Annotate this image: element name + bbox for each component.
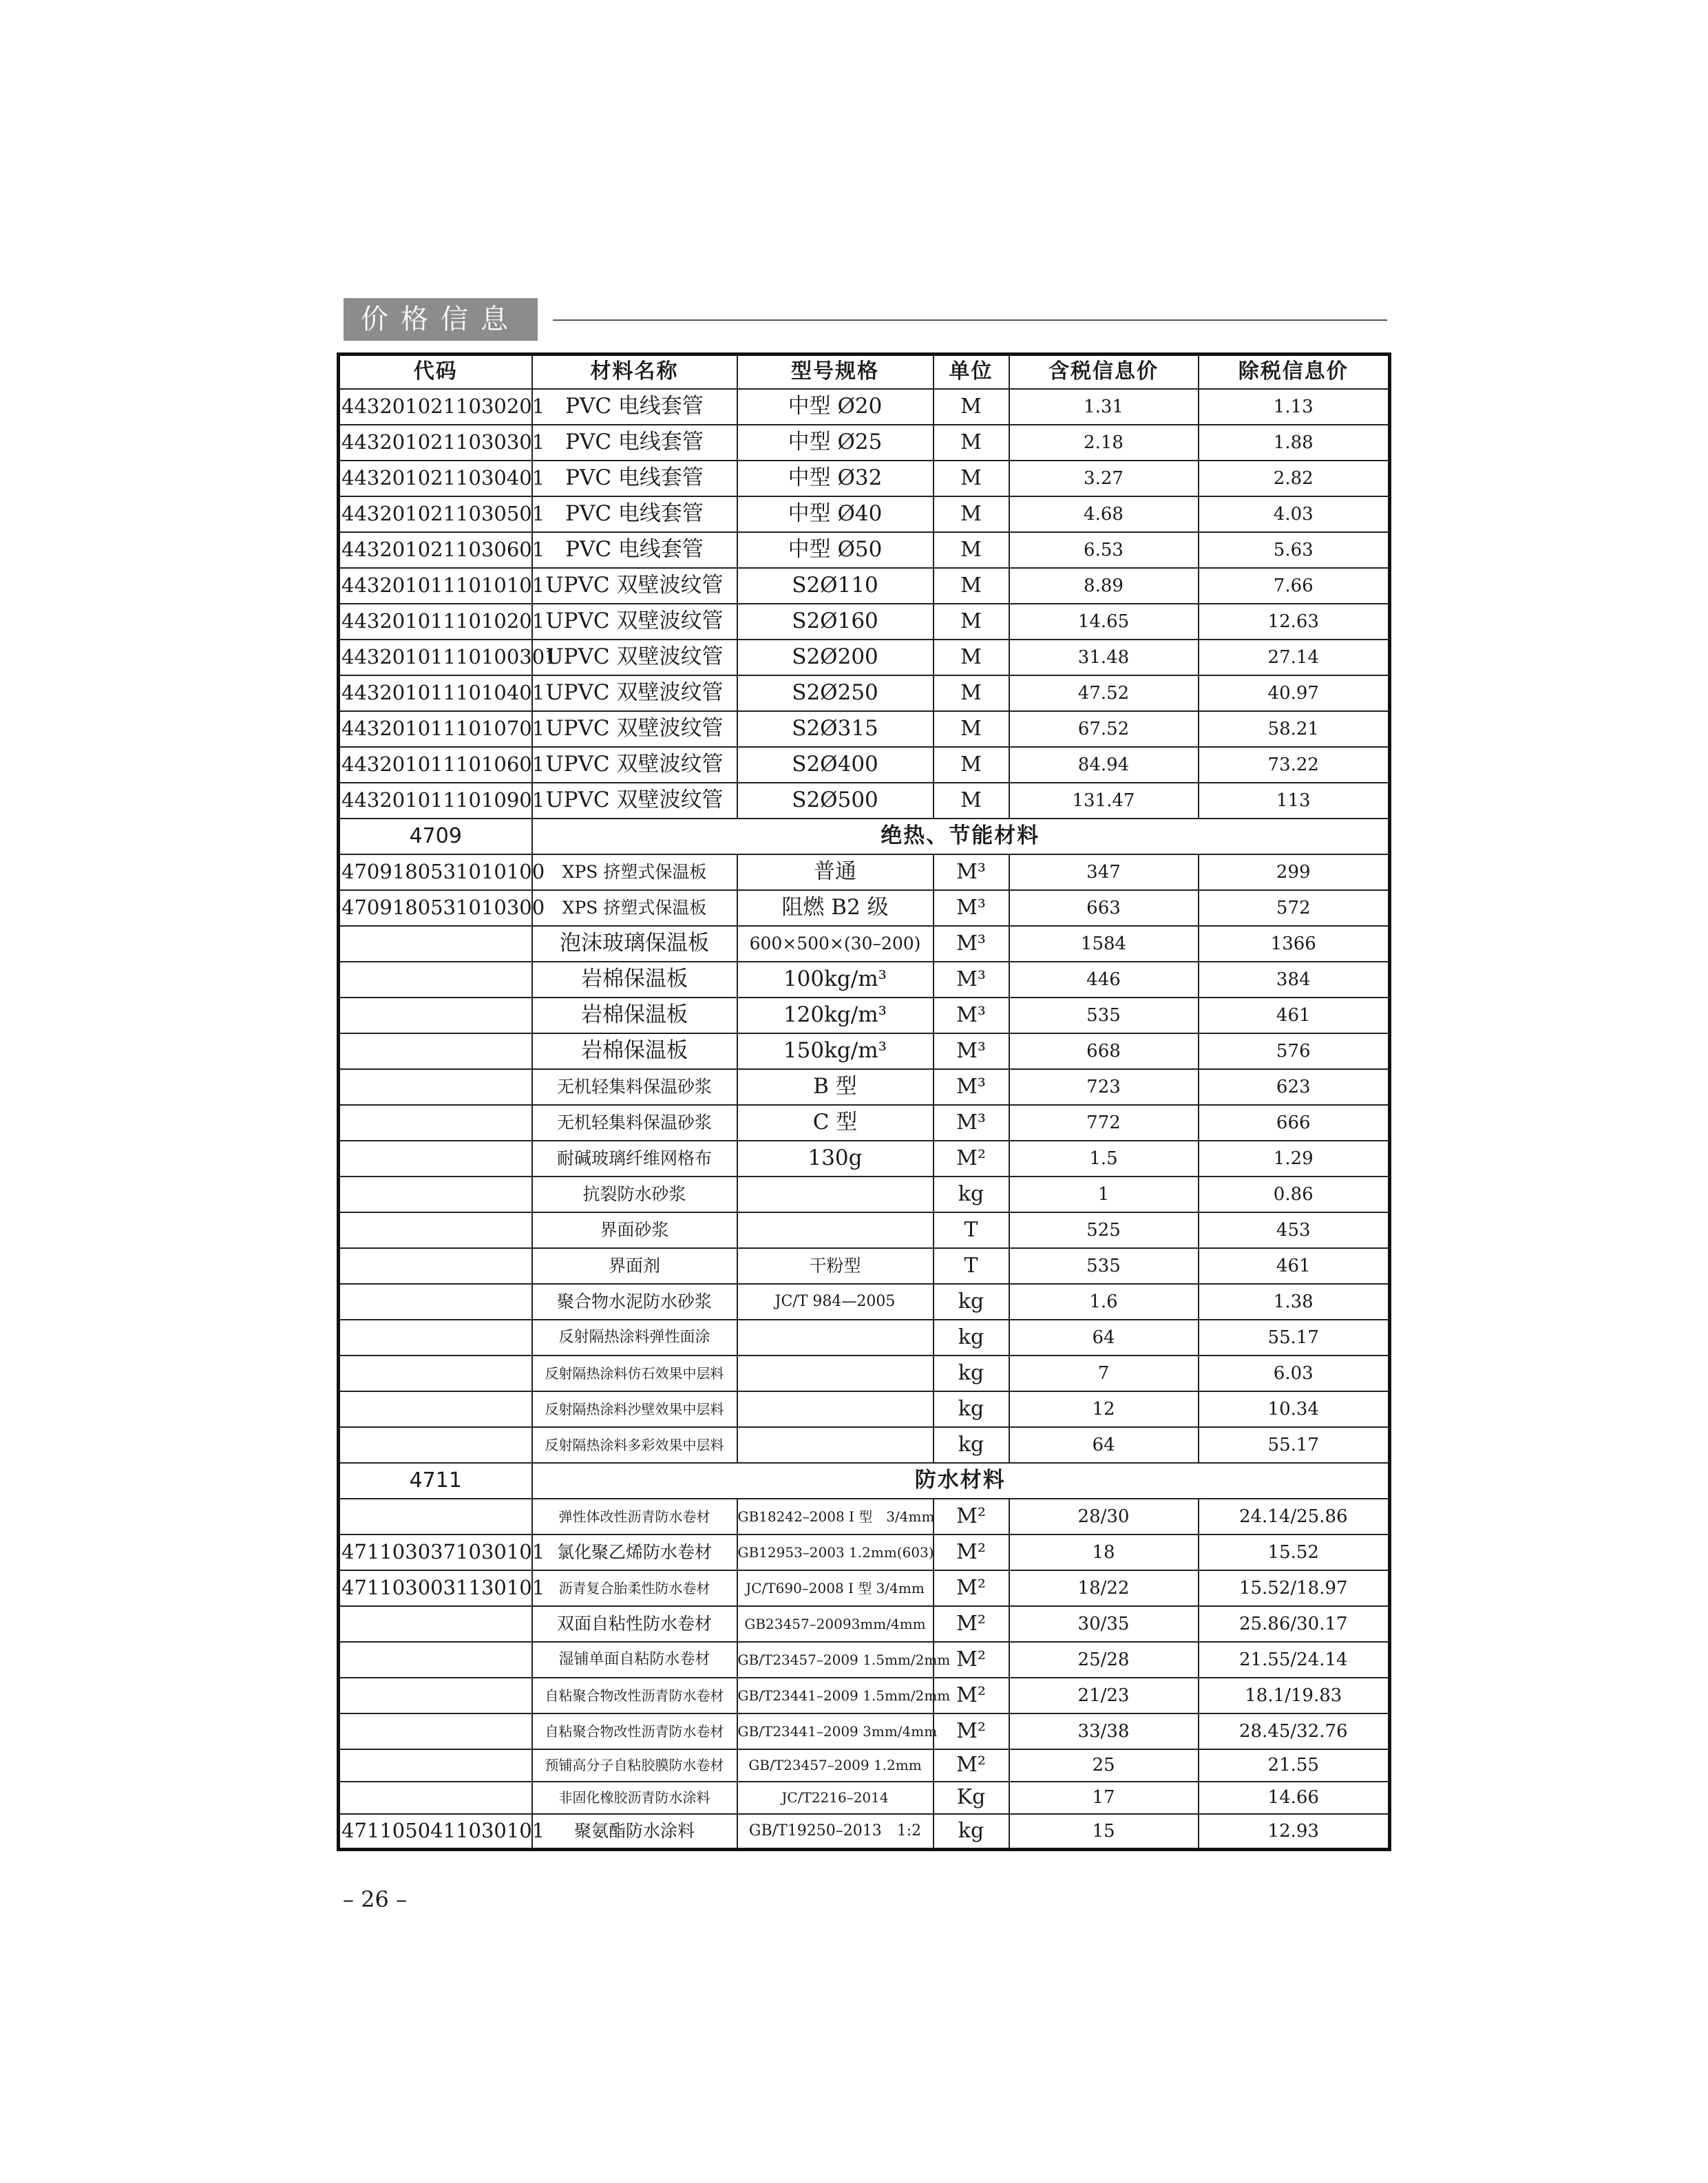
cell-price-notax: 4.03: [1199, 496, 1390, 532]
cell-unit: M: [934, 675, 1009, 711]
cell-price-tax: 1.31: [1009, 389, 1199, 425]
table-row: [339, 425, 1390, 461]
cell-unit: M³: [934, 998, 1009, 1033]
cell-spec: S2Ø315: [737, 711, 934, 747]
cell-spec: 600×500×(30–200): [737, 926, 934, 962]
cell-price-tax: 64: [1009, 1320, 1199, 1356]
cell-price-notax: 12.63: [1199, 604, 1390, 640]
cell-unit: M²: [934, 1749, 1009, 1782]
cell-unit: M²: [934, 1499, 1009, 1535]
table-row: [339, 783, 1390, 819]
cell-spec: S2Ø110: [737, 568, 934, 604]
table-row: [339, 962, 1390, 998]
group-code: 4709: [339, 819, 532, 854]
cell-name: 反射隔热涂料沙壁效果中层料: [532, 1391, 737, 1427]
cell-code: 4432010211030601: [339, 532, 532, 568]
cell-price-tax: 14.65: [1009, 604, 1199, 640]
cell-name: UPVC 双壁波纹管: [532, 675, 737, 711]
cell-price-notax: 1.13: [1199, 389, 1390, 425]
cell-code: [339, 1033, 532, 1069]
cell-price-tax: 2.18: [1009, 425, 1199, 461]
cell-price-tax: 525: [1009, 1212, 1199, 1248]
cell-spec: [737, 1212, 934, 1248]
cell-unit: M: [934, 568, 1009, 604]
cell-name: 岩棉保温板: [532, 998, 737, 1033]
cell-price-notax: 461: [1199, 1248, 1390, 1284]
cell-name: 岩棉保温板: [532, 962, 737, 998]
column-header-spec: 型号规格: [737, 355, 934, 389]
cell-unit: M: [934, 389, 1009, 425]
group-title: 防水材料: [532, 1463, 1390, 1499]
cell-code: 4432010111010401: [339, 675, 532, 711]
cell-unit: M³: [934, 1069, 1009, 1105]
cell-unit: kg: [934, 1427, 1009, 1463]
cell-unit: M²: [934, 1535, 1009, 1570]
cell-code: [339, 1320, 532, 1356]
table-row: [339, 1033, 1390, 1069]
cell-code: 4432010211030201: [339, 389, 532, 425]
cell-unit: M²: [934, 1570, 1009, 1606]
table-row: [339, 675, 1390, 711]
cell-name: XPS 挤塑式保温板: [532, 854, 737, 890]
table-row: [339, 998, 1390, 1033]
cell-price-notax: 40.97: [1199, 675, 1390, 711]
table-row: [339, 1606, 1390, 1642]
cell-code: [339, 1642, 532, 1678]
table-row: [339, 890, 1390, 926]
cell-unit: M: [934, 604, 1009, 640]
cell-name: UPVC 双壁波纹管: [532, 568, 737, 604]
cell-unit: kg: [934, 1814, 1009, 1850]
table-row: [339, 1141, 1390, 1177]
cell-code: [339, 962, 532, 998]
table-row: [339, 1642, 1390, 1678]
cell-code: [339, 1499, 532, 1535]
cell-price-notax: 27.14: [1199, 640, 1390, 675]
column-header-price-notax: 除税信息价: [1199, 355, 1390, 389]
cell-name: 耐碱玻璃纤维网格布: [532, 1141, 737, 1177]
cell-price-notax: 572: [1199, 890, 1390, 926]
cell-name: 聚合物水泥防水砂浆: [532, 1284, 737, 1320]
table-row: [339, 1535, 1390, 1570]
cell-name: 沥青复合胎柔性防水卷材: [532, 1570, 737, 1606]
section-title: 价格信息: [344, 298, 538, 341]
cell-price-tax: 12: [1009, 1391, 1199, 1427]
cell-price-tax: 18/22: [1009, 1570, 1199, 1606]
cell-code: [339, 1356, 532, 1391]
table-header-row: [339, 355, 1390, 389]
table-row: [339, 711, 1390, 747]
cell-name: 抗裂防水砂浆: [532, 1177, 737, 1212]
column-header-code: 代码: [339, 355, 532, 389]
cell-price-notax: 0.86: [1199, 1177, 1390, 1212]
cell-price-notax: 666: [1199, 1105, 1390, 1141]
cell-price-tax: 18: [1009, 1535, 1199, 1570]
table-row: [339, 1069, 1390, 1105]
cell-price-tax: 67.52: [1009, 711, 1199, 747]
cell-code: [339, 1141, 532, 1177]
cell-spec: S2Ø500: [737, 783, 934, 819]
cell-name: 湿铺单面自粘防水卷材: [532, 1642, 737, 1678]
cell-price-tax: 8.89: [1009, 568, 1199, 604]
cell-unit: M²: [934, 1713, 1009, 1749]
cell-code: 4432010111010901: [339, 783, 532, 819]
cell-spec: GB/T23457–2009 1.2mm: [737, 1749, 934, 1782]
cell-price-tax: 64: [1009, 1427, 1199, 1463]
cell-price-notax: 24.14/25.86: [1199, 1499, 1390, 1535]
cell-spec: S2Ø200: [737, 640, 934, 675]
cell-price-notax: 299: [1199, 854, 1390, 890]
cell-price-notax: 1.29: [1199, 1141, 1390, 1177]
cell-unit: M²: [934, 1678, 1009, 1713]
cell-code: 4432010211030301: [339, 425, 532, 461]
cell-code: 4709180531010100: [339, 854, 532, 890]
cell-price-notax: 55.17: [1199, 1320, 1390, 1356]
cell-code: [339, 1713, 532, 1749]
cell-spec: 普通: [737, 854, 934, 890]
cell-name: 聚氨酯防水涂料: [532, 1814, 737, 1850]
cell-code: [339, 1391, 532, 1427]
cell-spec: GB/T23457–2009 1.5mm/2mm: [737, 1642, 934, 1678]
cell-name: 氯化聚乙烯防水卷材: [532, 1535, 737, 1570]
cell-spec: 中型 Ø20: [737, 389, 934, 425]
cell-price-tax: 47.52: [1009, 675, 1199, 711]
cell-name: 无机轻集料保温砂浆: [532, 1069, 737, 1105]
cell-price-notax: 461: [1199, 998, 1390, 1033]
cell-unit: kg: [934, 1320, 1009, 1356]
table-row: [339, 1212, 1390, 1248]
table-row: [339, 568, 1390, 604]
cell-name: 界面剂: [532, 1248, 737, 1284]
cell-unit: T: [934, 1248, 1009, 1284]
cell-price-notax: 576: [1199, 1033, 1390, 1069]
cell-spec: 中型 Ø40: [737, 496, 934, 532]
table-row: [339, 1782, 1390, 1814]
cell-price-notax: 28.45/32.76: [1199, 1713, 1390, 1749]
cell-code: [339, 1606, 532, 1642]
cell-price-tax: 347: [1009, 854, 1199, 890]
cell-unit: M: [934, 640, 1009, 675]
cell-code: [339, 1284, 532, 1320]
cell-price-notax: 453: [1199, 1212, 1390, 1248]
cell-name: 无机轻集料保温砂浆: [532, 1105, 737, 1141]
cell-price-notax: 15.52: [1199, 1535, 1390, 1570]
column-header-price-tax: 含税信息价: [1009, 355, 1199, 389]
cell-spec: 干粉型: [737, 1248, 934, 1284]
cell-price-tax: 7: [1009, 1356, 1199, 1391]
cell-spec: 150kg/m³: [737, 1033, 934, 1069]
cell-name: UPVC 双壁波纹管: [532, 711, 737, 747]
cell-price-notax: 5.63: [1199, 532, 1390, 568]
cell-code: 4432010111010201: [339, 604, 532, 640]
cell-price-tax: 84.94: [1009, 747, 1199, 783]
cell-price-notax: 2.82: [1199, 461, 1390, 496]
cell-unit: M³: [934, 962, 1009, 998]
cell-code: 4432010111010701: [339, 711, 532, 747]
cell-unit: M³: [934, 890, 1009, 926]
cell-spec: GB/T19250–2013 1:2: [737, 1814, 934, 1850]
cell-code: [339, 1427, 532, 1463]
cell-code: 44320101110100301: [339, 640, 532, 675]
cell-code: [339, 1248, 532, 1284]
cell-unit: M: [934, 496, 1009, 532]
cell-unit: T: [934, 1212, 1009, 1248]
cell-unit: Kg: [934, 1782, 1009, 1814]
cell-price-notax: 623: [1199, 1069, 1390, 1105]
cell-spec: 120kg/m³: [737, 998, 934, 1033]
cell-price-tax: 1.6: [1009, 1284, 1199, 1320]
cell-price-notax: 15.52/18.97: [1199, 1570, 1390, 1606]
cell-spec: JC/T 984—2005: [737, 1284, 934, 1320]
cell-price-tax: 723: [1009, 1069, 1199, 1105]
column-header-unit: 单位: [934, 355, 1009, 389]
cell-price-tax: 4.68: [1009, 496, 1199, 532]
cell-unit: M²: [934, 1606, 1009, 1642]
section-divider: [553, 319, 1387, 321]
cell-spec: [737, 1427, 934, 1463]
cell-price-tax: 1.5: [1009, 1141, 1199, 1177]
cell-price-notax: 14.66: [1199, 1782, 1390, 1814]
cell-name: 界面砂浆: [532, 1212, 737, 1248]
table-row: [339, 1177, 1390, 1212]
table-row: [339, 1678, 1390, 1713]
cell-unit: M: [934, 747, 1009, 783]
cell-name: 非固化橡胶沥青防水涂料: [532, 1782, 737, 1814]
cell-spec: [737, 1391, 934, 1427]
table-row: [339, 926, 1390, 962]
cell-name: PVC 电线套管: [532, 461, 737, 496]
cell-name: 反射隔热涂料弹性面涂: [532, 1320, 737, 1356]
cell-name: XPS 挤塑式保温板: [532, 890, 737, 926]
table-row: [339, 1499, 1390, 1535]
table-row: [339, 1105, 1390, 1141]
cell-unit: M³: [934, 1033, 1009, 1069]
cell-code: 4711030031130101: [339, 1570, 532, 1606]
cell-code: 4709180531010300: [339, 890, 532, 926]
cell-unit: kg: [934, 1284, 1009, 1320]
cell-name: 自粘聚合物改性沥青防水卷材: [532, 1713, 737, 1749]
cell-spec: [737, 1177, 934, 1212]
cell-price-tax: 535: [1009, 998, 1199, 1033]
price-table: [337, 352, 1391, 1851]
cell-name: PVC 电线套管: [532, 425, 737, 461]
cell-name: UPVC 双壁波纹管: [532, 604, 737, 640]
cell-price-tax: 131.47: [1009, 783, 1199, 819]
cell-price-tax: 17: [1009, 1782, 1199, 1814]
group-title: 绝热、节能材料: [532, 819, 1390, 854]
cell-spec: S2Ø250: [737, 675, 934, 711]
cell-price-tax: 535: [1009, 1248, 1199, 1284]
cell-price-notax: 1.38: [1199, 1284, 1390, 1320]
group-code: 4711: [339, 1463, 532, 1499]
cell-code: [339, 1105, 532, 1141]
table-row: [339, 1248, 1390, 1284]
cell-price-tax: 668: [1009, 1033, 1199, 1069]
cell-spec: [737, 1356, 934, 1391]
column-header-name: 材料名称: [532, 355, 737, 389]
table-row: [339, 1427, 1390, 1463]
cell-spec: 阻燃 B2 级: [737, 890, 934, 926]
cell-price-notax: 55.17: [1199, 1427, 1390, 1463]
cell-unit: kg: [934, 1391, 1009, 1427]
cell-price-tax: 772: [1009, 1105, 1199, 1141]
cell-price-notax: 58.21: [1199, 711, 1390, 747]
cell-spec: S2Ø400: [737, 747, 934, 783]
cell-code: [339, 1749, 532, 1782]
cell-unit: kg: [934, 1356, 1009, 1391]
cell-unit: M: [934, 532, 1009, 568]
table-row: [339, 1570, 1390, 1606]
cell-spec: 中型 Ø50: [737, 532, 934, 568]
cell-unit: kg: [934, 1177, 1009, 1212]
cell-price-notax: 73.22: [1199, 747, 1390, 783]
cell-price-notax: 1.88: [1199, 425, 1390, 461]
cell-name: PVC 电线套管: [532, 496, 737, 532]
cell-name: UPVC 双壁波纹管: [532, 783, 737, 819]
table-row: [339, 389, 1390, 425]
table-row: [339, 640, 1390, 675]
cell-name: UPVC 双壁波纹管: [532, 747, 737, 783]
cell-spec: 中型 Ø32: [737, 461, 934, 496]
cell-price-notax: 6.03: [1199, 1356, 1390, 1391]
cell-name: 自粘聚合物改性沥青防水卷材: [532, 1678, 737, 1713]
cell-price-notax: 21.55/24.14: [1199, 1642, 1390, 1678]
cell-spec: 130g: [737, 1141, 934, 1177]
group-header-row: [339, 819, 1390, 854]
cell-code: 4432010211030501: [339, 496, 532, 532]
cell-name: 岩棉保温板: [532, 1033, 737, 1069]
cell-unit: M: [934, 711, 1009, 747]
cell-unit: M³: [934, 854, 1009, 890]
table-row: [339, 532, 1390, 568]
cell-code: 4432010111010601: [339, 747, 532, 783]
cell-name: PVC 电线套管: [532, 389, 737, 425]
cell-price-notax: 12.93: [1199, 1814, 1390, 1850]
cell-name: 反射隔热涂料仿石效果中层料: [532, 1356, 737, 1391]
cell-price-notax: 384: [1199, 962, 1390, 998]
cell-code: 4432010111010101: [339, 568, 532, 604]
cell-code: [339, 1782, 532, 1814]
cell-price-notax: 7.66: [1199, 568, 1390, 604]
cell-price-tax: 6.53: [1009, 532, 1199, 568]
cell-spec: S2Ø160: [737, 604, 934, 640]
cell-name: PVC 电线套管: [532, 532, 737, 568]
cell-price-tax: 33/38: [1009, 1713, 1199, 1749]
cell-price-tax: 1584: [1009, 926, 1199, 962]
cell-code: 4711030371030101: [339, 1535, 532, 1570]
cell-price-tax: 21/23: [1009, 1678, 1199, 1713]
cell-code: [339, 1212, 532, 1248]
cell-spec: GB18242–2008 I 型 3/4mm: [737, 1499, 934, 1535]
cell-spec: JC/T2216–2014: [737, 1782, 934, 1814]
cell-unit: M: [934, 425, 1009, 461]
cell-unit: M³: [934, 926, 1009, 962]
page-number: – 26 –: [343, 1886, 408, 1912]
cell-spec: 100kg/m³: [737, 962, 934, 998]
cell-unit: M²: [934, 1642, 1009, 1678]
cell-spec: 中型 Ø25: [737, 425, 934, 461]
cell-price-tax: 3.27: [1009, 461, 1199, 496]
cell-price-tax: 663: [1009, 890, 1199, 926]
table-row: [339, 496, 1390, 532]
cell-spec: B 型: [737, 1069, 934, 1105]
cell-price-tax: 446: [1009, 962, 1199, 998]
cell-price-tax: 25/28: [1009, 1642, 1199, 1678]
cell-code: [339, 1177, 532, 1212]
group-header-row: [339, 1463, 1390, 1499]
cell-price-notax: 18.1/19.83: [1199, 1678, 1390, 1713]
cell-code: [339, 1069, 532, 1105]
table-row: [339, 1356, 1390, 1391]
cell-unit: M³: [934, 1105, 1009, 1141]
cell-name: 弹性体改性沥青防水卷材: [532, 1499, 737, 1535]
cell-price-notax: 1366: [1199, 926, 1390, 962]
cell-price-notax: 25.86/30.17: [1199, 1606, 1390, 1642]
cell-name: 泡沫玻璃保温板: [532, 926, 737, 962]
table-row: [339, 461, 1390, 496]
cell-code: 4432010211030401: [339, 461, 532, 496]
table-row: [339, 604, 1390, 640]
cell-spec: C 型: [737, 1105, 934, 1141]
cell-name: 预铺高分子自粘胶膜防水卷材: [532, 1749, 737, 1782]
table-row: [339, 854, 1390, 890]
cell-code: 4711050411030101: [339, 1814, 532, 1850]
cell-spec: GB12953–2003 1.2mm(603): [737, 1535, 934, 1570]
cell-price-notax: 10.34: [1199, 1391, 1390, 1427]
cell-unit: M: [934, 783, 1009, 819]
cell-unit: M: [934, 461, 1009, 496]
cell-price-tax: 31.48: [1009, 640, 1199, 675]
cell-spec: GB23457–20093mm/4mm: [737, 1606, 934, 1642]
table-row: [339, 1749, 1390, 1782]
cell-unit: M²: [934, 1141, 1009, 1177]
table-row: [339, 1713, 1390, 1749]
table-row: [339, 747, 1390, 783]
cell-price-tax: 30/35: [1009, 1606, 1199, 1642]
cell-name: 反射隔热涂料多彩效果中层料: [532, 1427, 737, 1463]
cell-spec: GB/T23441–2009 1.5mm/2mm: [737, 1678, 934, 1713]
cell-code: [339, 926, 532, 962]
cell-price-tax: 1: [1009, 1177, 1199, 1212]
cell-price-tax: 15: [1009, 1814, 1199, 1850]
cell-spec: GB/T23441–2009 3mm/4mm: [737, 1713, 934, 1749]
table-row: [339, 1284, 1390, 1320]
cell-name: UPVC 双壁波纹管: [532, 640, 737, 675]
table-row: [339, 1814, 1390, 1850]
cell-name: 双面自粘性防水卷材: [532, 1606, 737, 1642]
cell-price-notax: 21.55: [1199, 1749, 1390, 1782]
table-row: [339, 1391, 1390, 1427]
cell-spec: [737, 1320, 934, 1356]
cell-price-tax: 25: [1009, 1749, 1199, 1782]
cell-code: [339, 998, 532, 1033]
cell-code: [339, 1678, 532, 1713]
cell-price-notax: 113: [1199, 783, 1390, 819]
table-row: [339, 1320, 1390, 1356]
cell-price-tax: 28/30: [1009, 1499, 1199, 1535]
cell-spec: JC/T690–2008 I 型 3/4mm: [737, 1570, 934, 1606]
